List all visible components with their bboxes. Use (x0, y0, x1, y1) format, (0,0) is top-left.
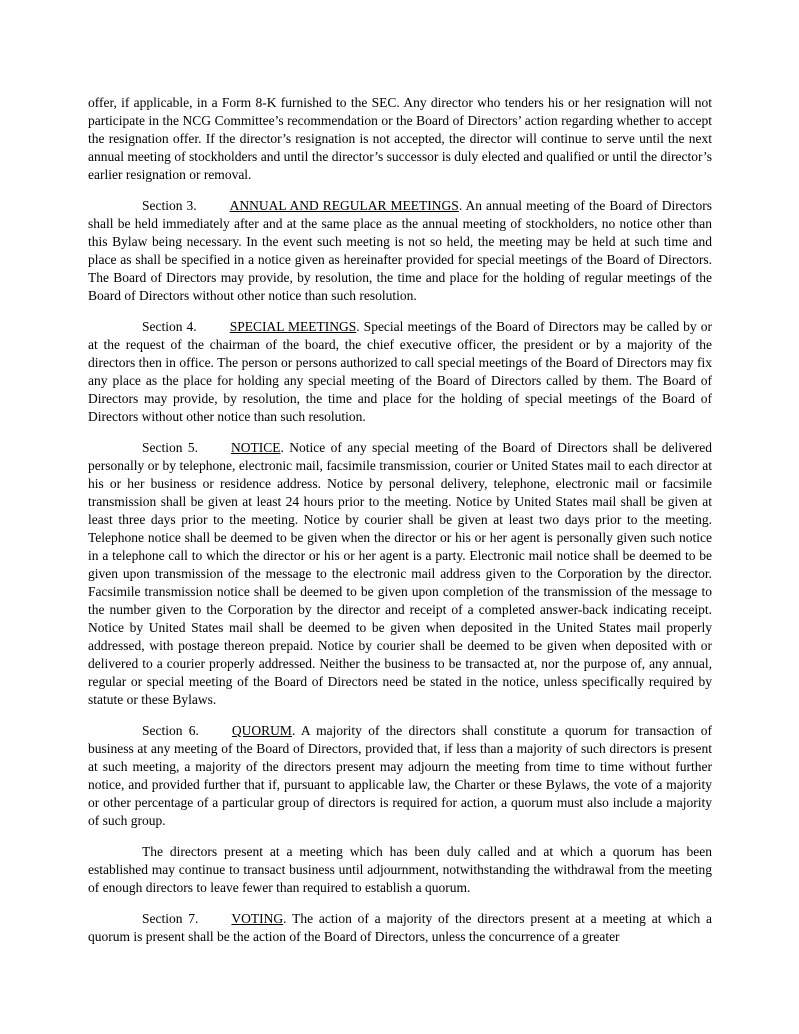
section-7-label: Section 7. (142, 911, 199, 926)
section-6-paragraph (88, 722, 712, 830)
section-3-label: Section 3. (142, 198, 197, 213)
section-4-paragraph (88, 318, 712, 426)
section-3-paragraph (88, 197, 712, 305)
section-5-body: . Notice of any special meeting of the Board of Directors shall be delivered personally or by telephone, electronic mail, facsimile transmission, courier or United States mail to each director at his or her business or residence address. Notice by personal delivery, telephone, electronic mail or facsimile transmission shall be given at least 24 hours prior to the meeting. Notice by United States mail shall be given at least three days prior to the meeting. Notice by courier shall be given at least two days prior to the meeting. Telephone notice shall be deemed to be given when the director or his or her agent is personally given such notice in a telephone call to which the director or his or her agent is a party. Electronic mail notice shall be deemed to be given upon transmission of the message to the electronic mail address given to the Corporation by the director. Facsimile transmission notice shall be deemed to be given upon completion of the transmission of the message to the number given to the Corporation by the director and receipt of a completed answer-back indicating receipt. Notice by United States mail shall be deemed to be given when deposited in the United States mail properly addressed, with postage thereon prepaid. Notice by courier shall be deemed to be given when deposited with or delivered to a courier properly addressed. Neither the business to be transacted at, nor the purpose of, any annual, regular or special meeting of the Board of Directors need be stated in the notice, unless specifically required by statute or these Bylaws. (88, 440, 713, 707)
section-5-heading: NOTICE (231, 440, 281, 455)
section-6-label: Section 6. (142, 723, 199, 738)
section-5-label: Section 5. (142, 440, 198, 455)
section-3-body: . An annual meeting of the Board of Directors shall be held immediately after and at the same place as the annual meeting of stockholders, no notice other than this Bylaw being necessary. In the event such meeting is not so held, the meeting may be held at such time and place as shall be specified in a notice given as hereinafter provided for special meetings of the Board of Directors. The Board of Directors may provide, by resolution, the time and place for the holding of regular meetings of the Board of Directors without other notice than such resolution. (88, 198, 712, 303)
intro-paragraph: offer, if applicable, in a Form 8-K furnished to the SEC. Any director who tenders his or her resignation will not participate in the NCG Committee’s recommendation or the Board of Directors’ action regarding whether to accept the resignation offer. If the director’s resignation is not accepted, the director will continue to serve until the next annual meeting of stockholders and until the director’s successor is duly elected and qualified or until the director’s earlier resignation or removal. (88, 95, 712, 182)
section-7-heading: VOTING (231, 911, 284, 926)
quorum-continuation-paragraph: The directors present at a meeting which has been duly called and at which a quorum has been established may continue to transact business until adjournment, notwithstanding the withdrawal from the meeting of enough directors to leave fewer than required to establish a quorum. (88, 844, 712, 895)
section-7-paragraph (88, 910, 712, 946)
section-4-heading: SPECIAL MEETINGS (229, 319, 357, 334)
section-4-label: Section 4. (142, 319, 197, 334)
section-7-body: . The action of a majority of the directors present at a meeting at which a quorum is present shall be the action of the Board of Directors, unless the concurrence of a greater (88, 911, 713, 944)
section-4-body: . Special meetings of the Board of Directors may be called by or at the request of the chairman of the board, the chief executive officer, the president or by a majority of the directors then in office. The person or persons authorized to call special meetings of the Board of Directors may fix any place as the place for holding any special meeting of the Board of Directors called by them. The Board of Directors may provide, by resolution, the time and place for the holding of special meetings of the Board of Directors without other notice than such resolution. (88, 319, 712, 424)
section-5-paragraph (88, 439, 712, 709)
section-3-heading: ANNUAL AND REGULAR MEETINGS (229, 198, 459, 213)
section-6-body: . A majority of the directors shall constitute a quorum for transaction of business at any meeting of the Board of Directors, provided that, if less than a majority of such directors is present at such meeting, a majority of the directors present may adjourn the meeting from time to time without further notice, and provided further that if, pursuant to applicable law, the Charter or these Bylaws, the vote of a majority or other percentage of a particular group of directors is required for action, a quorum must also include a majority of such group. (88, 723, 712, 828)
section-6-heading: QUORUM (231, 723, 292, 738)
